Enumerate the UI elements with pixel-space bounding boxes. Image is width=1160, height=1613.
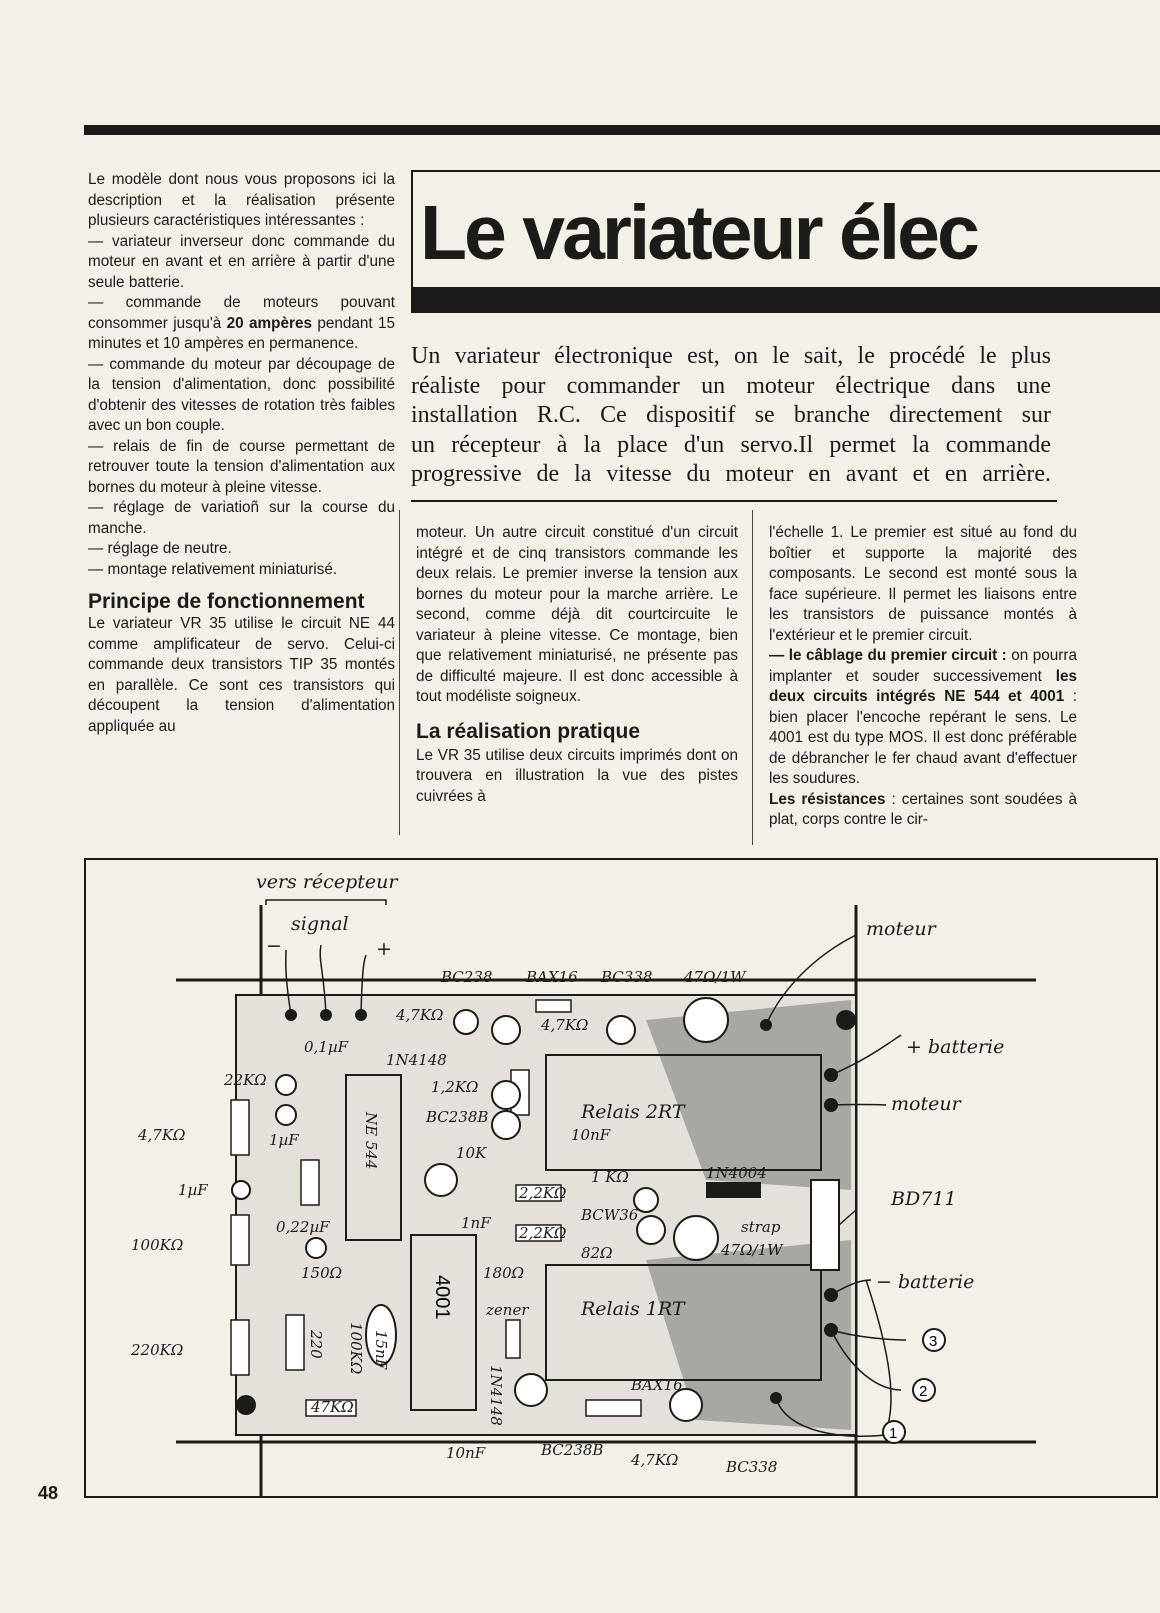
title-bar xyxy=(411,287,1160,313)
intro-line-1: Un variateur électronique est, on le sait, le procédé le plus xyxy=(411,343,1051,369)
label-vers-recepteur: vers récepteur xyxy=(256,871,398,893)
intro-line-3: installation R.C. Ce dispositif se branche directement sur xyxy=(411,402,1051,428)
terminal-2-label: 2 xyxy=(919,1383,928,1400)
label-r1k: 1 KΩ xyxy=(591,1168,629,1186)
right-paragraph-2 xyxy=(769,646,1077,790)
right-paragraph-2-bold: — le câblage du premier circuit : xyxy=(769,647,1007,664)
pcb-figure xyxy=(84,858,1158,1498)
label-bc338-top: BC338 xyxy=(601,968,653,986)
column-divider-left xyxy=(399,510,400,835)
terminal-3-label: 3 xyxy=(929,1333,938,1350)
left-paragraph-3 xyxy=(88,293,395,355)
left-paragraph-8: — montage relativement miniaturisé. xyxy=(88,560,338,578)
label-minus: − xyxy=(266,935,282,957)
left-paragraph-3-bold: 20 ampères xyxy=(226,314,312,332)
label-r2-2k-a: 2,2KΩ xyxy=(519,1184,567,1202)
label-r4-7k-left: 4,7KΩ xyxy=(138,1126,186,1144)
label-c01: 0,1µF xyxy=(304,1038,349,1056)
left-paragraph-3-b: pendant 15 minutes et 10 ampères en permanence. xyxy=(88,314,396,352)
left-paragraph-6: — réglage de variatioñ sur la course du manche. xyxy=(88,499,395,537)
label-r4-7k-top2: 4,7KΩ xyxy=(541,1016,589,1034)
left-paragraph-7: — réglage de neutre. xyxy=(88,540,232,557)
label-c1uf-left: 1µF xyxy=(178,1181,208,1199)
right-paragraph-3-a: : certaines sont soudées à plat, corps contre le cir- xyxy=(769,790,1077,828)
label-r220k-left: 220KΩ xyxy=(131,1341,184,1359)
label-r47-top: 47Ω/1W xyxy=(684,968,746,986)
article-title: Le variateur élec xyxy=(420,190,977,276)
label-r4-7k-bot: 4,7KΩ xyxy=(631,1451,679,1469)
label-r82: 82Ω xyxy=(581,1244,613,1262)
label-c1uf-small: 1µF xyxy=(269,1131,299,1149)
label-r47-mid: 47Ω/1W xyxy=(721,1241,783,1259)
right-paragraph-3 xyxy=(769,790,1077,831)
label-c10nf-mid: 10nF xyxy=(571,1126,611,1144)
label-moteur-top: moteur xyxy=(866,918,936,940)
label-relais-1rt: Relais 1RT xyxy=(581,1298,685,1320)
right-column xyxy=(769,523,1077,831)
label-r2-2k-b: 2,2KΩ xyxy=(519,1224,567,1242)
terminal-1-label: 1 xyxy=(889,1425,898,1442)
label-c022: 0,22µF xyxy=(276,1218,330,1236)
label-bax16-top: BAX16 xyxy=(526,968,578,986)
label-relais-2rt: Relais 2RT xyxy=(581,1101,685,1123)
label-1n4004: 1N4004 xyxy=(706,1164,767,1182)
right-paragraph-2-b: : bien placer l'encoche repérant le sens. Le 4001 est du type MOS. Il est donc préférable de débrancher le fer chaud avant d'effectuer les soudures. xyxy=(769,688,1077,787)
right-paragraph-2-a: on pourra implanter et souder successivement xyxy=(769,647,1078,685)
middle-column xyxy=(416,523,738,807)
label-zener: zener xyxy=(486,1301,529,1319)
intro-rule xyxy=(411,500,1057,502)
right-paragraph-2-bold2: les deux circuits intégrés NE 544 et 4001 xyxy=(769,667,1078,705)
label-ne544: NE 544 xyxy=(362,1112,380,1170)
label-plus: + xyxy=(376,938,392,960)
right-paragraph-1: l'échelle 1. Le premier est situé au fond du boîtier et supporte la majorité des composants. Le second est monté sous la face supérieure. Il permet les liaisons entre les transistors de puissance montés à l'extérieur et le premier circuit. xyxy=(769,524,1077,644)
label-bc238b-mid: BC238B xyxy=(426,1108,489,1126)
label-r180: 180Ω xyxy=(483,1264,525,1282)
label-r150: 150Ω xyxy=(301,1264,343,1282)
column-divider-right xyxy=(752,510,753,845)
bd711-transistor xyxy=(811,1180,839,1270)
left-column xyxy=(88,170,395,737)
label-bc338-bot: BC338 xyxy=(726,1458,778,1476)
left-paragraph-3-a: — commande de moteurs pouvant consommer jusqu'à xyxy=(88,294,395,332)
label-bax16-bot: BAX16 xyxy=(631,1376,683,1394)
diode-1n4004 xyxy=(706,1182,761,1198)
label-c15nf: 15nF xyxy=(372,1330,390,1370)
left-paragraph-1: Le modèle dont nous vous proposons ici la description et la réalisation présente plusieurs caractéristiques intéressantes : xyxy=(88,171,395,229)
label-signal: signal xyxy=(291,913,349,935)
left-paragraph-5: — relais de fin de course permettant de retrouver toute la tension d'alimentation aux bornes du moteur à pleine vitesse. xyxy=(88,437,395,496)
right-paragraph-3-bold: Les résistances xyxy=(769,790,886,808)
label-strap: strap xyxy=(741,1218,781,1236)
label-bcw36: BCW36 xyxy=(581,1206,639,1224)
label-r47k: 47KΩ xyxy=(311,1398,354,1416)
top-rule xyxy=(84,125,1160,135)
label-r10k: 10K xyxy=(456,1144,487,1162)
pcb-diagram xyxy=(86,860,1156,1496)
label-r1-2k: 1,2KΩ xyxy=(431,1078,479,1096)
label-r220: 220 xyxy=(307,1330,325,1359)
label-r4-7k-top: 4,7KΩ xyxy=(396,1006,444,1024)
label-bc238-top: BC238 xyxy=(441,968,493,986)
intro-line-2: réaliste pour commander un moteur électrique dans une xyxy=(411,372,1051,399)
label-1n4148-b: 1N4148 xyxy=(487,1365,505,1426)
label-minus-batterie: − batterie xyxy=(876,1271,975,1293)
label-c1nf: 1nF xyxy=(461,1214,491,1232)
middle-paragraph-2: Le VR 35 utilise deux circuits imprimés dont on trouvera en illustration la vue des pistes cuivrées à xyxy=(416,746,738,805)
middle-paragraph-1: moteur. Un autre circuit constitué d'un circuit intégré et de cinq transistors commande les deux relais. Le premier inverse la tension aux bornes du moteur pour la marche arrière. Le second, comme déjà dit courtcircuite le variateur à pleine vitesse. Ce montage, bien que relativement miniaturisé, ne présente pas de difficulté majeure. Il est donc accessible à tout modéliste soigneux. xyxy=(416,524,738,705)
intro-block xyxy=(411,342,1051,490)
label-r22k: 22KΩ xyxy=(224,1071,267,1089)
label-r100k-v: 100KΩ xyxy=(347,1322,365,1375)
label-bd711: BD711 xyxy=(891,1188,957,1210)
label-c10nf-bot: 10nF xyxy=(446,1444,486,1462)
label-plus-batterie: + batterie xyxy=(906,1036,1005,1058)
label-1n4148: 1N4148 xyxy=(386,1051,447,1069)
label-bc238b-bot: BC238B xyxy=(541,1441,604,1459)
left-paragraph-2: — variateur inverseur donc commande du moteur en avant et en arrière à partir d'une seule batterie. xyxy=(88,232,395,291)
left-paragraph-9: Le variateur VR 35 utilise le circuit NE 44 comme amplificateur de servo. Celui-ci commande deux transistors TIP 35 montés en parallèle. Ce sont ces transistors qui découpent la tension d'alimentation appliquée au xyxy=(88,615,395,735)
diode-bax16-top xyxy=(536,1000,571,1012)
label-moteur-mid: moteur xyxy=(891,1093,961,1115)
intro-line-4: un récepteur à la place d'un servo.Il permet la commande xyxy=(411,431,1051,458)
label-4001: 4001 xyxy=(431,1275,453,1320)
page-number: 48 xyxy=(38,1483,59,1503)
section-heading-principe: Principe de fonctionnement xyxy=(88,590,365,613)
left-paragraph-4: — commande du moteur par découpage de la tension d'alimentation, donc possibilité d'obtenir des vitesses de rotation très faibles avec un bon couple. xyxy=(88,355,395,434)
label-r100k-left: 100KΩ xyxy=(131,1236,184,1254)
intro-line-5: progressive de la vitesse du moteur en avant et en arrière. xyxy=(411,461,1051,487)
section-heading-realisation: La réalisation pratique xyxy=(416,719,641,743)
